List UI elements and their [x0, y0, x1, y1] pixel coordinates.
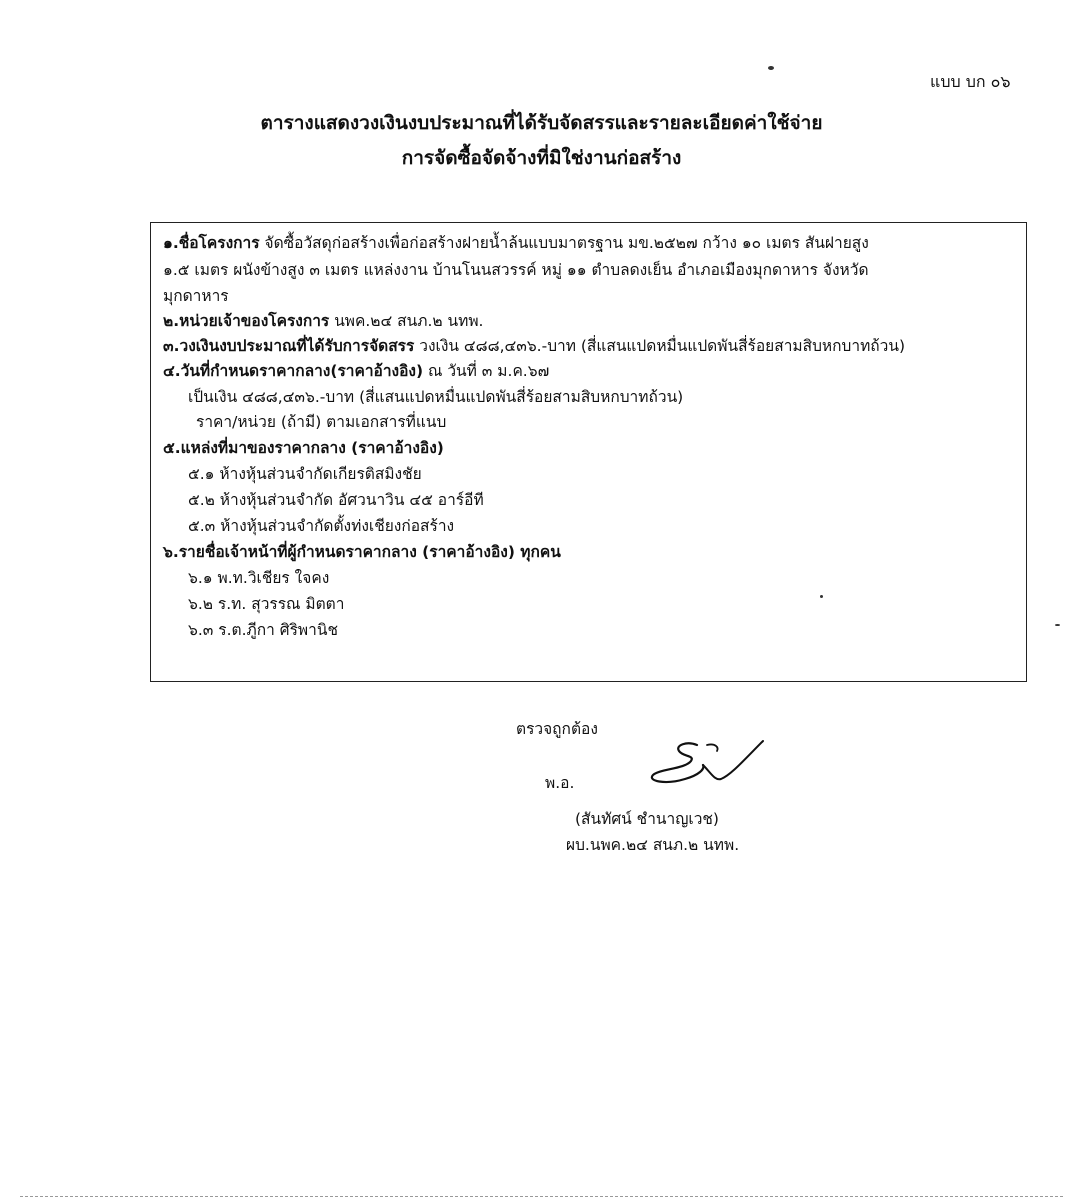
document-title-line2: การจัดซื้อจัดจ้างที่มิใช่งานก่อสร้าง — [401, 147, 682, 169]
project-name-line3: มุกดาหาร — [163, 287, 229, 305]
project-name-heading: ๑.ชื่อโครงการ — [163, 234, 260, 252]
handwritten-signature — [645, 735, 775, 795]
official-item: ๖.๓ ร.ต.ภูีกา ศิริพานิช — [188, 621, 338, 639]
signer-name: (สันทัศน์ ชำนาญเวช) — [575, 810, 719, 828]
project-name-line2: ๑.๕ เมตร ผนังข้างสูง ๓ เมตร แหล่งงาน บ้านโนนสวรรค์ หมู่ ๑๑ ตำบลดงเย็น อำเภอเมืองมุกดาหาร จังหวัด — [163, 261, 869, 279]
unit-price-note: ราคา/หน่วย (ถ้ามี) ตามเอกสารที่แนบ — [196, 413, 447, 431]
price-source-item: ๕.๒ ห้างหุ้นส่วนจำกัด อัศวนาวิน ๔๕ อาร์อีที — [188, 491, 484, 509]
price-source-heading: ๕.แหล่งที่มาของราคากลาง (ราคาอ้างอิง) — [163, 439, 444, 457]
signer-rank: พ.อ. — [545, 774, 575, 792]
owner-unit-text: นพค.๒๔ สนภ.๒ นทพ. — [329, 312, 484, 330]
price-source-item: ๕.๑ ห้างหุ้นส่วนจำกัดเกียรติสมิงชัย — [188, 465, 422, 483]
budget-line — [163, 339, 905, 355]
median-price-amount: เป็นเงิน ๔๘๘,๔๓๖.-บาท (สี่แสนแปดหมื่นแปดพันสี่ร้อยสามสิบหกบาทถ้วน) — [188, 388, 684, 406]
project-name-line1 — [163, 236, 869, 252]
owner-unit-heading: ๒.หน่วยเจ้าของโครงการ — [163, 312, 330, 330]
project-name-text: จัดซื้อวัสดุก่อสร้างเพื่อก่อสร้างฝายน้ำล้นแบบมาตรฐาน มข.๒๕๒๗ กว้าง ๑๐ เมตร สันฝายสูง — [259, 234, 869, 252]
price-source-item: ๕.๓ ห้างหุ้นส่วนจำกัดตั้งท่งเชียงก่อสร้าง — [188, 517, 455, 535]
document-title-line1: ตารางแสดงวงเงินงบประมาณที่ได้รับจัดสรรและรายละเอียดค่าใช้จ่าย — [260, 112, 823, 134]
scan-speck — [1055, 624, 1060, 626]
scan-edge — [20, 1196, 1063, 1197]
signer-position: ผบ.นพค.๒๔ สนภ.๒ นทพ. — [566, 836, 740, 854]
scan-speck — [820, 595, 823, 598]
budget-text: วงเงิน ๔๘๘,๔๓๖.-บาท (สี่แสนแปดหมื่นแปดพันสี่ร้อยสามสิบหกบาทถ้วน) — [414, 337, 906, 355]
verified-label: ตรวจถูกต้อง — [516, 720, 598, 738]
scan-speck — [768, 66, 774, 70]
median-price-date-line — [163, 364, 549, 380]
official-item: ๖.๒ ร.ท. สุวรรณ มิตตา — [188, 595, 345, 613]
median-price-date-text: ณ วันที่ ๓ ม.ค.๖๗ — [423, 362, 550, 380]
officials-heading: ๖.รายชื่อเจ้าหน้าที่ผู้กำหนดราคากลาง (ราคาอ้างอิง) ทุกคน — [163, 543, 561, 561]
budget-heading: ๓.วงเงินงบประมาณที่ได้รับการจัดสรร — [163, 337, 415, 355]
form-code: แบบ บก ๐๖ — [930, 72, 1011, 91]
median-price-date-heading: ๔.วันที่กำหนดราคากลาง(ราคาอ้างอิง) — [163, 362, 424, 380]
official-item: ๖.๑ พ.ท.วิเชียร ใจคง — [188, 569, 330, 587]
owner-unit-line — [163, 314, 483, 330]
